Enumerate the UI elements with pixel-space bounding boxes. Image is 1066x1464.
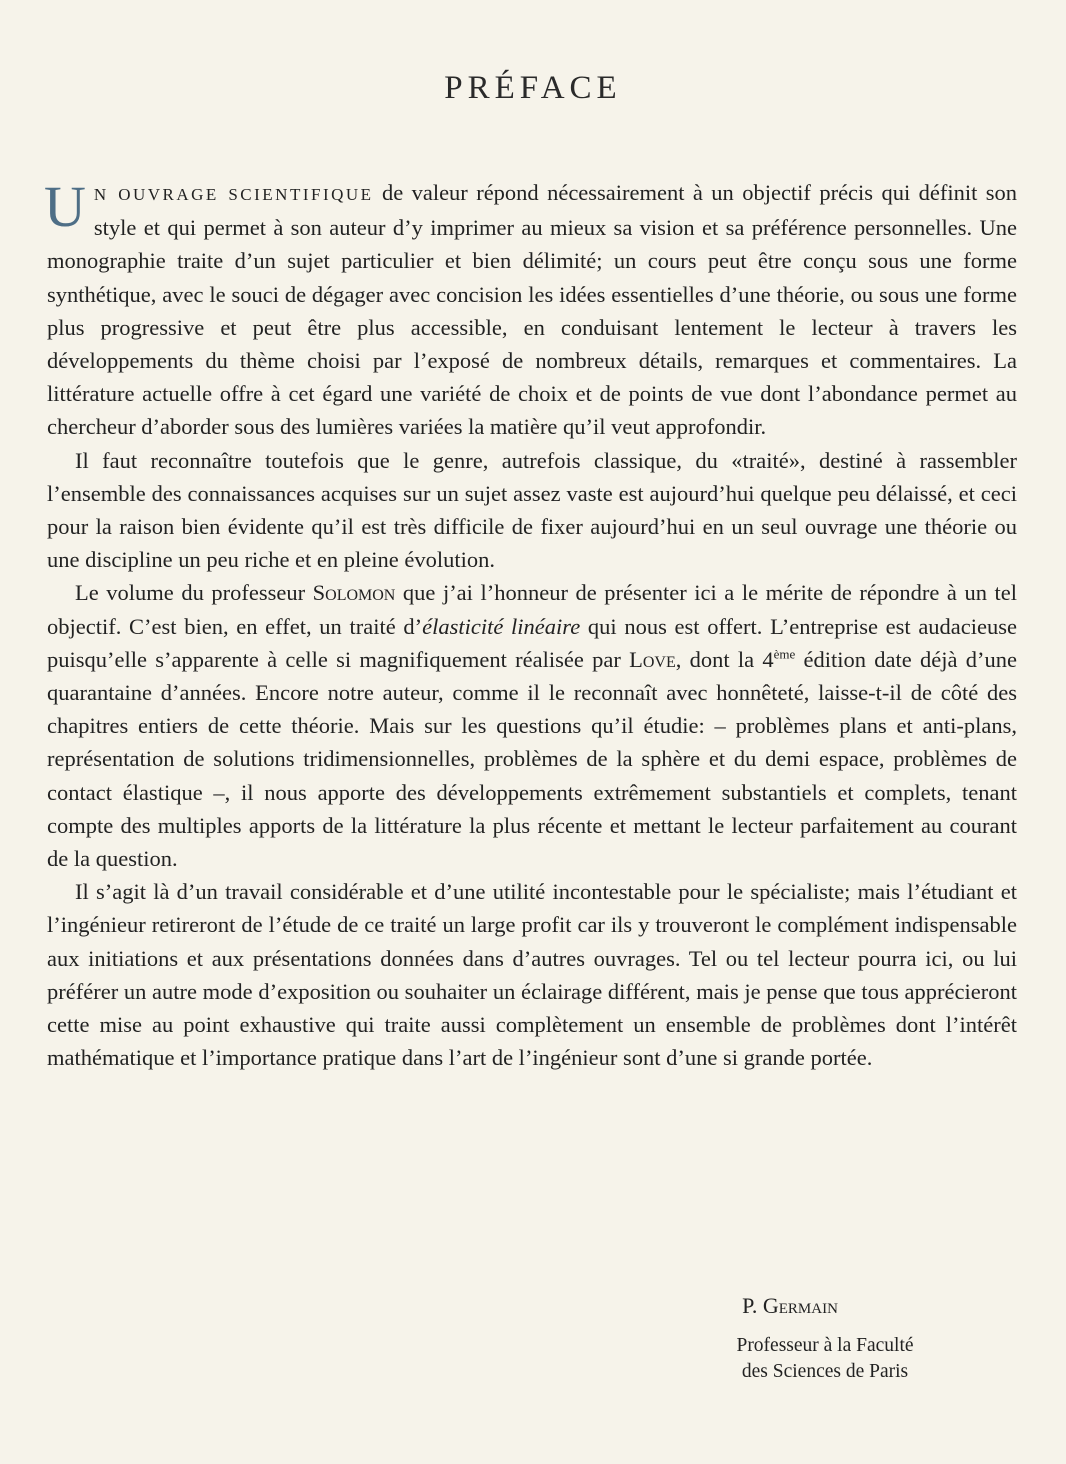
signature-title: [690, 1333, 960, 1385]
paragraph-2: Il faut reconnaître toutefois que le genre, autrefois classique, du «traité», destiné à rassembler l’ensemble des connaissances acquises sur un sujet assez vaste est aujourd’hui quelque peu délaissé, et ceci pour la raison bien évidente qu’il est très difficile de fixer aujourd’hui en un seul ouvrage une théorie ou une discipline un peu riche et en pleine évolution.: [47, 447, 1017, 573]
paragraph-3-text-c: qui nous est offert. L’entreprise est audacieuse puisqu’elle s’apparente à celle si magnifiquement réalisée par: [47, 613, 1018, 672]
book-subject-italic: élasticité linéaire: [422, 613, 581, 639]
paragraph-1-text: de valeur répond nécessairement à un objectif précis qui définit son style et qui permet à son auteur d’y imprimer au mieux sa vision et sa préférence personnelles. Une monographie traite d’un sujet particulier et bien délimité; un cours peut être conçu sous une forme synthétique, avec le souci de dégager avec concision les idées essentielles d’une théorie, ou sous une forme plus progressive et peut être plus accessible, en conduisant lentement le lecteur à travers les développements du thème choisi par l’exposé de nombreux détails, remarques et commentaires. La littérature actuelle offre à cet égard une variété de choix et de points de vue dont l’abondance permet au chercheur d’aborder sous des lumières variées la matière qu’il veut approfondir.: [47, 180, 1017, 440]
author-name-solomon: Solomon: [312, 580, 396, 606]
paragraph-3-text-b: que j’ai l’honneur de présenter ici a le mérite de répondre à un tel objectif. C’est bien, en effet, un traité d’: [47, 580, 1017, 639]
preface-body: [44, 174, 1018, 1074]
drop-cap: U: [44, 174, 86, 239]
paragraph-3: [47, 576, 1017, 875]
paragraph-3-text-e: édition date déjà d’une quarantaine d’années. Encore notre auteur, comme il le reconnaît avec honnêteté, laisse-t-il de côté des chapitres entiers de cette théorie. Mais sur les questions qu’il étudie: – problèmes plans et anti-plans, représentation de solutions tridimensionnelles, problèmes de la sphère et du demi espace, problèmes de contact élastique –, il nous apporte des développements extrêmement substantiels et complets, tenant compte des multiples apports de la littérature la plus récente et mettant le lecteur parfaitement au courant de la question.: [47, 646, 1018, 872]
paragraph-1: [44, 174, 1017, 444]
paragraph-3-text-d: , dont la 4: [675, 646, 774, 672]
paragraph-3-text-a: Le volume du professeur: [75, 580, 313, 606]
paragraph-4: Il s’agit là d’un travail considérable et d’une utilité incontestable pour le spécialiste; mais l’étudiant et l’ingénieur retireront de l’étude de ce traité un large profit car ils y trouveront le complément indispensable aux initiations et aux présentations données dans d’autres ouvrages. Tel ou tel lecteur pourra ici, ou lui préférer un autre mode d’exposition ou souhaiter un éclairage différent, mais je pense que tous apprécieront cette mise au point exhaustive qui traite aussi complètement un ensemble de problèmes dont l’intérêt mathématique et l’importance pratique dans l’art de l’ingénieur sont d’une si grande portée.: [47, 879, 1017, 1071]
author-name-love: Love: [629, 646, 676, 672]
signature-title-line-2: des Sciences de Paris: [741, 1361, 909, 1382]
signature-name: P. Germain: [742, 1293, 838, 1318]
page-title: PRÉFACE: [444, 70, 622, 106]
edition-superscript: ème: [773, 646, 796, 662]
lead-in-caps: N OUVRAGE SCIENTIFIQUE: [93, 185, 374, 204]
signature-title-line-1: Professeur à la Faculté: [736, 1335, 914, 1356]
